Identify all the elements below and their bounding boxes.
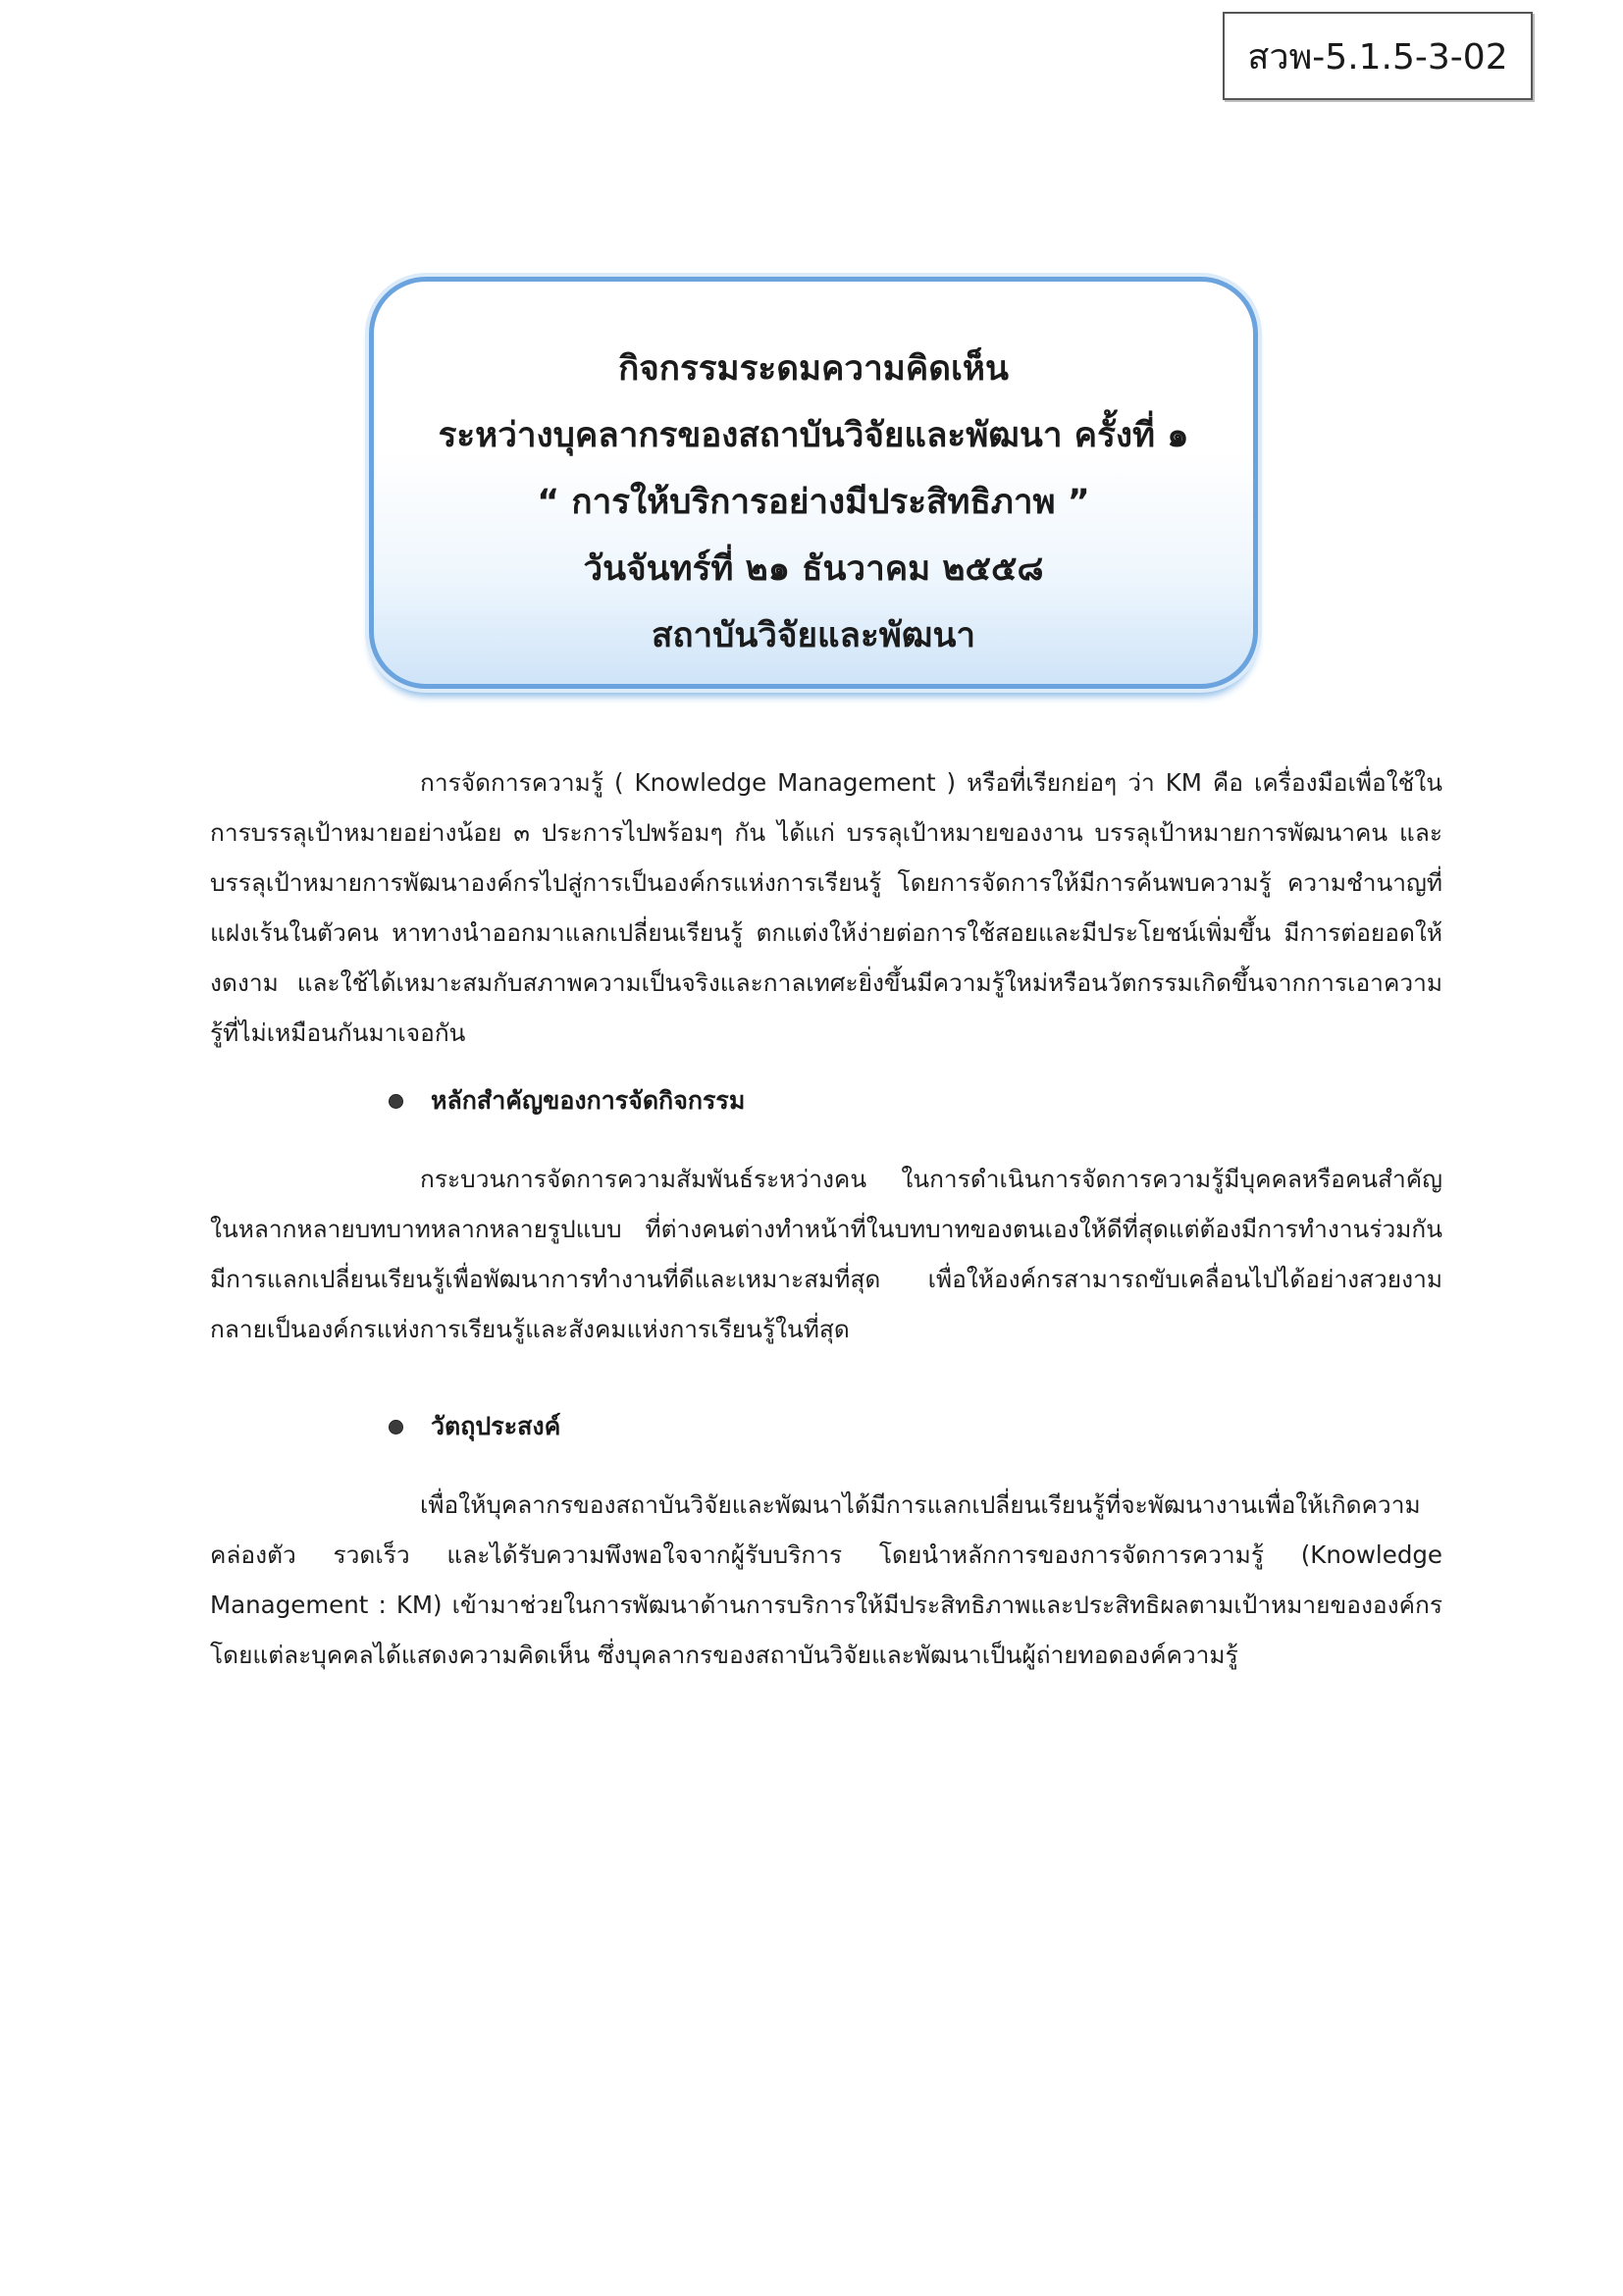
document-code-label: สวพ-5.1.5-3-02 <box>1223 12 1533 100</box>
title-line-topic: “ การให้บริการอย่างมีประสิทธิภาพ ” <box>537 483 1090 522</box>
title-box <box>369 277 1258 689</box>
title-line-date: วันจันทร์ที่ ๒๑ ธันวาคม ๒๕๕๘ <box>583 549 1044 589</box>
principles-paragraph-text: กระบวนการจัดการความสัมพันธ์ระหว่างคน ในการดำเนินการจัดการความรู้มีบุคคลหรือคนสำคัญในหลากหลายบทบาทหลากหลายรูปแบบ ที่ต่างคนต่างทำหน้าที่ในบทบาทของตนเองให้ดีที่สุดแต่ต้องมีการทำงานร่วมกัน มีการแลกเปลี่ยนเรียนรู้เพื่อพัฒนาการทำงานที่ดีและเหมาะสมที่สุด เพื่อให้องค์กรสามารถขับเคลื่อนไปได้อย่างสวยงามกลายเป็นองค์กรแห่งการเรียนรู้และสังคมแห่งการเรียนรู้ในที่สุด <box>210 1165 1442 1343</box>
section-heading-objectives-label: วัตถุประสงค์ <box>431 1412 561 1440</box>
title-line-between-staff: ระหว่างบุคลากรของสถาบันวิจัยและพัฒนา ครั้งที่ ๑ <box>438 416 1189 455</box>
title-line-institute: สถาบันวิจัยและพัฒนา <box>651 616 976 655</box>
section-heading-objectives <box>389 1407 560 1446</box>
title-line-activity: กิจกรรมระดมความคิดเห็น <box>618 349 1009 389</box>
bullet-icon <box>389 1420 403 1435</box>
objectives-paragraph-text: เพื่อให้บุคลากรของสถาบันวิจัยและพัฒนาได้มีการแลกเปลี่ยนเรียนรู้ที่จะพัฒนางานเพื่อให้เกิดความคล่องตัว รวดเร็ว และได้รับความพึงพอใจจากผู้รับบริการ โดยนำหลักการของการจัดการความรู้ (Knowledge Management : KM) เข้ามาช่วยในการพัฒนาด้านการบริการให้มีประสิทธิภาพและประสิทธิผลตามเป้าหมายขององค์กรโดยแต่ละบุคคลได้แสดงความคิดเห็น ซึ่งบุคลากรของสถาบันวิจัยและพัฒนาเป็นผู้ถ่ายทอดองค์ความรู้ <box>210 1490 1442 1669</box>
section-heading-principles <box>389 1081 745 1121</box>
bullet-icon <box>389 1094 403 1109</box>
intro-paragraph-text: การจัดการความรู้ ( Knowledge Management ) หรือที่เรียกย่อๆ ว่า KM คือ เครื่องมือเพื่อใช้ในการบรรลุเป้าหมายอย่างน้อย ๓ ประการไปพร้อมๆ กัน ได้แก่ บรรลุเป้าหมายของงาน บรรลุเป้าหมายการพัฒนาคน และบรรลุเป้าหมายการพัฒนาองค์กรไปสู่การเป็นองค์กรแห่งการเรียนรู้ โดยการจัดการให้มีการค้นพบความรู้ ความชำนาญที่แฝงเร้นในตัวคน หาทางนำออกมาแลกเปลี่ยนเรียนรู้ ตกแต่งให้ง่ายต่อการใช้สอยและมีประโยชน์เพิ่มขึ้น มีการต่อยอดให้งดงาม และใช้ได้เหมาะสมกับสภาพความเป็นจริงและกาลเทศะยิ่งขึ้นมีความรู้ใหม่หรือนวัตกรรมเกิดขึ้นจากการเอาความรู้ที่ไม่เหมือนกันมาเจอกัน <box>210 768 1442 1047</box>
intro-paragraph <box>210 757 1442 1058</box>
principles-paragraph <box>210 1154 1442 1354</box>
objectives-paragraph <box>210 1480 1442 1680</box>
section-heading-principles-label: หลักสำคัญของการจัดกิจกรรม <box>431 1086 746 1115</box>
